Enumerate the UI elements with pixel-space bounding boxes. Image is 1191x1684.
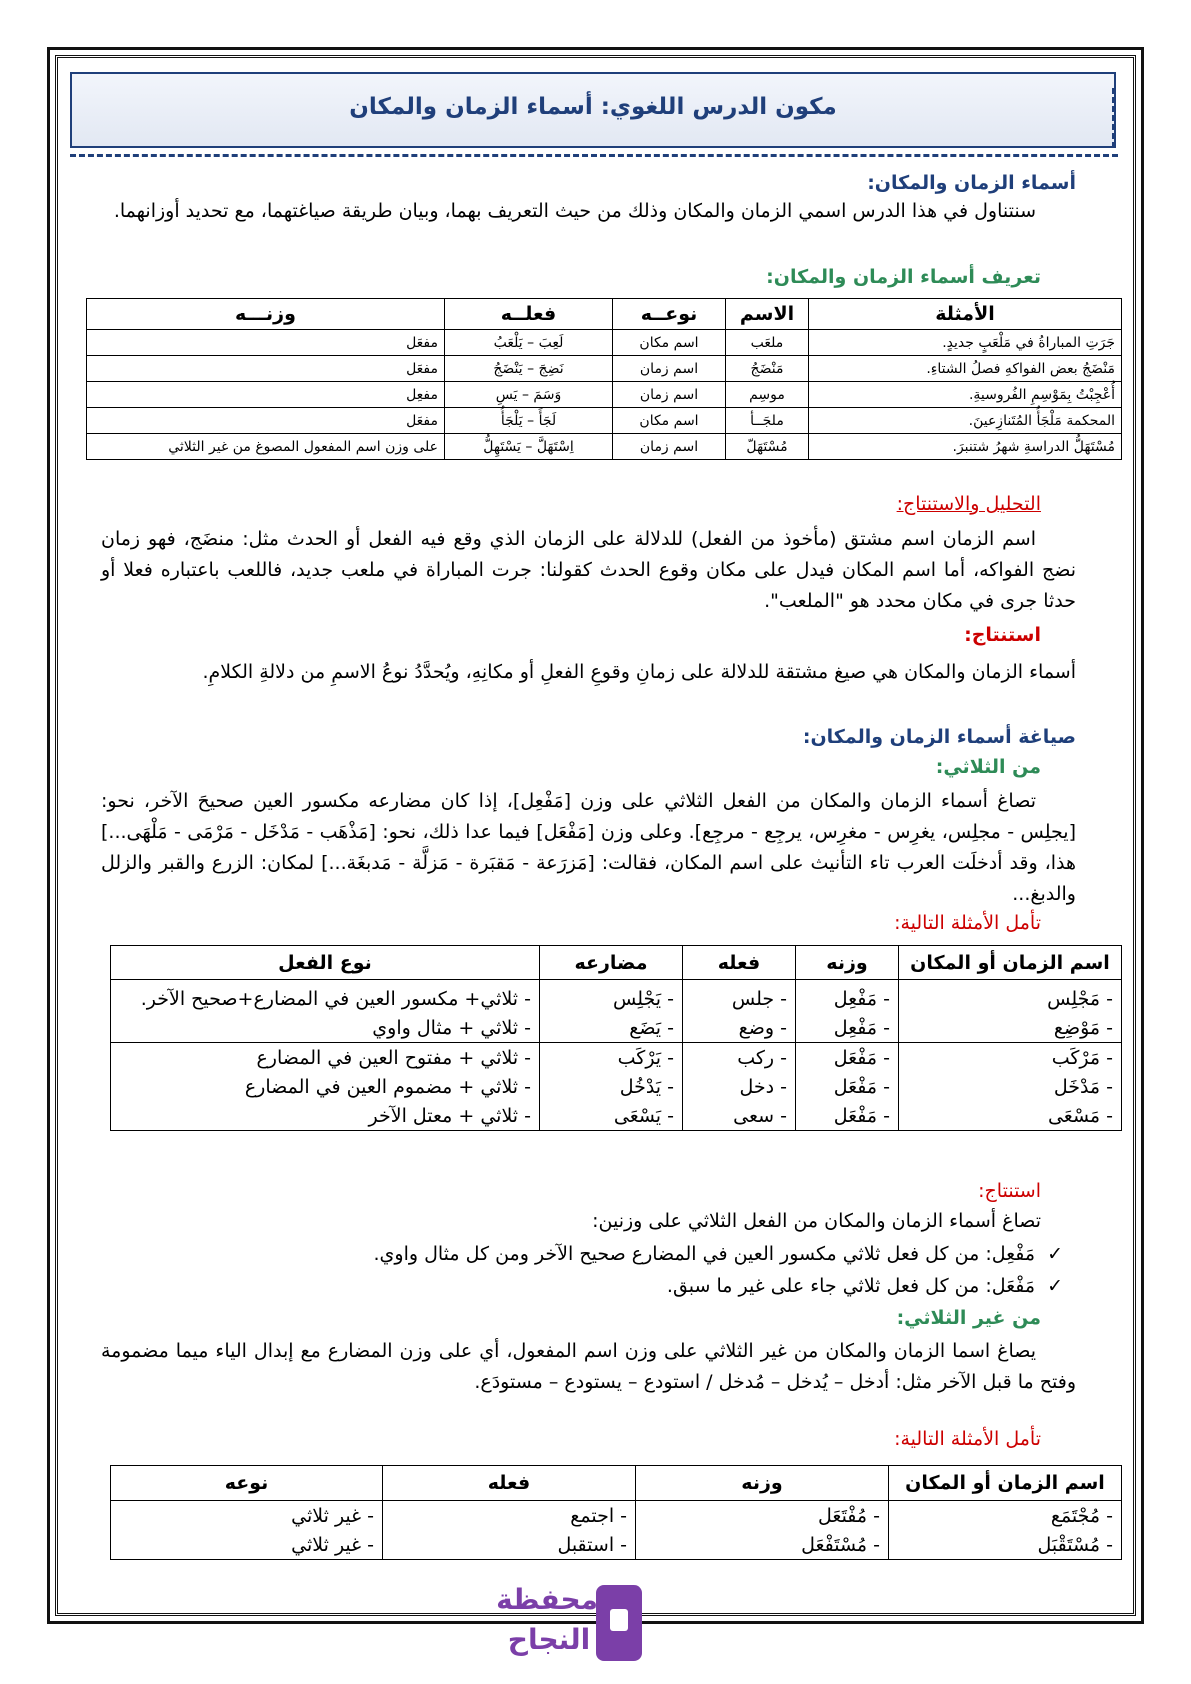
cell-noun: موسِم — [726, 382, 809, 408]
cell-kind: - غير ثلاثي — [111, 1530, 383, 1560]
cell-example: جَرَتِ المباراةُ في مَلْعَبٍ جديدٍ. — [809, 330, 1122, 356]
cell-verb: نَضِجَ – يَنْضَجُ — [445, 356, 613, 382]
cell-pattern: - مَفْعَل — [796, 1072, 899, 1101]
table-row — [111, 1072, 1122, 1101]
cell-type: اسم زمان — [613, 356, 726, 382]
cell-noun: - مُجْتَمَع — [889, 1501, 1122, 1531]
check-icon: ✓ — [1047, 1275, 1063, 1297]
cell-verb: - جلس — [683, 980, 796, 1014]
site-logo — [496, 1583, 700, 1673]
cell-example: مَنْضَجُ بعض الفواكهِ فصلُ الشتاءِ. — [809, 356, 1122, 382]
title-dashed-side — [1112, 88, 1115, 148]
cell-verb-type: - ثلاثي + معتل الآخر — [111, 1101, 540, 1131]
examples-heading-1: تأمل الأمثلة التالية: — [894, 912, 1041, 934]
conclusion2-line: تصاغ أسماء الزمان والمكان من الفعل الثلاثي على وزنين: — [592, 1210, 1041, 1232]
col-kind: نوعه — [111, 1466, 383, 1501]
analysis-heading: التحليل والاستنتاج: — [896, 493, 1041, 515]
cell-verb: لَعِبَ – يَلْعَبُ — [445, 330, 613, 356]
examples-heading-2: تأمل الأمثلة التالية: — [894, 1428, 1041, 1450]
trilateral-heading: من الثلاثي: — [935, 756, 1041, 778]
logo-bag-window — [610, 1609, 628, 1631]
trilateral-table-header — [111, 946, 1122, 980]
col-examples: الأمثلة — [809, 299, 1122, 330]
cell-present: - يَجْلِس — [540, 980, 683, 1014]
cell-verb: اِسْتَهَلَّ – يَسْتَهِلُّ — [445, 434, 613, 460]
table-row — [111, 1530, 1122, 1560]
cell-pattern: مفعَل — [87, 330, 445, 356]
col-pattern: وزنـــه — [87, 299, 445, 330]
col-noun: اسم الزمان أو المكان — [899, 946, 1122, 980]
conclusion2-item-1 — [373, 1243, 1063, 1265]
cell-present: - يَرْكَب — [540, 1043, 683, 1073]
cell-type: اسم مكان — [613, 408, 726, 434]
section-heading-names: أسماء الزمان والمكان: — [867, 172, 1076, 194]
cell-type: اسم مكان — [613, 330, 726, 356]
cell-pattern: مفعِل — [87, 382, 445, 408]
definition-table — [86, 298, 1122, 460]
cell-verb: - سعى — [683, 1101, 796, 1131]
cell-verb: - وضع — [683, 1013, 796, 1043]
cell-noun: - مَوْضِع — [899, 1013, 1122, 1043]
non-trilateral-paragraph: يصاغ اسما الزمان والمكان من غير الثلاثي على وزن اسم المفعول، أي على وزن المضارع مع إبدال الياء ميما مضمومة وفتح ما قبل الآخر مثل: أدخل – يُدخل – مُدخل / استودع – يستودع – مستودَع. — [101, 1340, 1076, 1393]
cell-verb-type: - ثلاثي + مفتوح العين في المضارع — [111, 1043, 540, 1073]
page-title: مكون الدرس اللغوي: أسماء الزمان والمكان — [349, 94, 837, 120]
cell-example: مُسْتَهَلُّ الدراسةِ شهرُ شتنبرَ. — [809, 434, 1122, 460]
col-pattern: وزنه — [636, 1466, 889, 1501]
col-noun: اسم الزمان أو المكان — [889, 1466, 1122, 1501]
cell-noun: - مَجْلِس — [899, 980, 1122, 1014]
cell-type: اسم زمان — [613, 382, 726, 408]
cell-verb-type: - ثلاثي + مثال واوي — [111, 1013, 540, 1043]
table-row — [111, 980, 1122, 1014]
cell-verb: لَجَأَ – يَلْجَأُ — [445, 408, 613, 434]
cell-pattern: - مَفْعَل — [796, 1043, 899, 1073]
table-row — [111, 1101, 1122, 1131]
cell-noun: مَنْضَجُ — [726, 356, 809, 382]
cell-pattern: على وزن اسم المفعول المصوغ من غير الثلاثي — [87, 434, 445, 460]
col-type: نوعــه — [613, 299, 726, 330]
cell-verb: وَسَمَ – يَسِ — [445, 382, 613, 408]
table-row — [87, 356, 1122, 382]
cell-present: - يَسْعَى — [540, 1101, 683, 1131]
title-dashed-underline — [70, 154, 1118, 157]
cell-example: المحكمة مَلْجَأُ المُتَنازِعينَ. — [809, 408, 1122, 434]
cell-verb-type: - ثلاثي + مضموم العين في المضارع — [111, 1072, 540, 1101]
definition-heading: تعريف أسماء الزمان والمكان: — [766, 266, 1041, 288]
check-icon: ✓ — [1047, 1243, 1063, 1265]
title-banner — [70, 72, 1116, 148]
cell-verb: - استقبل — [383, 1530, 636, 1560]
trilateral-table — [110, 945, 1122, 1131]
cell-noun: - مُسْتَقْبَل — [889, 1530, 1122, 1560]
col-noun: الاسم — [726, 299, 809, 330]
cell-pattern: مفعَل — [87, 356, 445, 382]
cell-verb-type: - ثلاثي+ مكسور العين في المضارع+صحيح الآخر. — [111, 980, 540, 1014]
cell-pattern: - مَفْعِل — [796, 980, 899, 1014]
cell-pattern: - مَفْعِل — [796, 1013, 899, 1043]
non-trilateral-table-header — [111, 1466, 1122, 1501]
cell-present: - يَضَع — [540, 1013, 683, 1043]
conclusion2-heading: استنتاج: — [978, 1180, 1041, 1202]
cell-verb: - دخل — [683, 1072, 796, 1101]
conclusion-paragraph: أسماء الزمان والمكان هي صيغ مشتقة للدلالة على زمانِ وقوعِ الفعلِ أو مكانِهِ، ويُحدَّدُ نوعُ الاسمِ من دلالةِ الكلامِ. — [202, 661, 1076, 683]
cell-verb: - اجتمع — [383, 1501, 636, 1531]
table-row — [87, 330, 1122, 356]
non-trilateral-table — [110, 1465, 1122, 1560]
table-row — [87, 382, 1122, 408]
cell-noun: - مَرْكَب — [899, 1043, 1122, 1073]
trilateral-paragraph: تصاغ أسماء الزمان والمكان من الفعل الثلاثي على وزن [مَفْعِل]، إذا كان مضارعه مكسور العين صحيحَ الآخر، نحو: [يجلِس - مجلِس، يغرِس - مغرِس، يرجِع - مرجِع]. وعلى وزن [مَفْعَل] فيما عدا ذلك، نحو: [مَذْهَب - مَدْخَل - مَرْمَى - مَلْهَى...] هذا، وقد أدخلَت العرب تاء التأنيث على اسم المكان، فقالت: [مَزرَعة - مَقبَرة - مَزلَّة - مَدبغَة...] لمكان: الزرع والقبر والزلل والدبغ... — [101, 790, 1076, 905]
col-pattern: وزنه — [796, 946, 899, 980]
formation-heading: صياغة أسماء الزمان والمكان: — [802, 726, 1076, 748]
item-text: مَفْعِل: من كل فعل ثلاثي مكسور العين في المضارع صحيح الآخر ومن كل مثال واوي. — [373, 1243, 1036, 1265]
cell-type: اسم زمان — [613, 434, 726, 460]
cell-present: - يَدْخُل — [540, 1072, 683, 1101]
analysis-paragraph: اسم الزمان اسم مشتق (مأخوذ من الفعل) للدلالة على الزمان الذي وقع فيه الفعل أو الحدث مثل: منضَج، فهو زمان نضج الفواكه، أما اسم المكان فيدل على مكان وقوع الحدث كقولنا: جرت المباراة في ملعب جديد، فاللعب باعتباره فعلا أو حدثا جرى في مكان محدد هو "الملعب". — [101, 528, 1076, 612]
cell-noun: ملجَــأ — [726, 408, 809, 434]
col-verb: فعله — [383, 1466, 636, 1501]
table-row — [87, 408, 1122, 434]
conclusion2-item-2 — [667, 1275, 1063, 1297]
non-trilateral-heading: من غير الثلاثي: — [896, 1307, 1041, 1329]
cell-noun: ملعَب — [726, 330, 809, 356]
table-row — [111, 1501, 1122, 1531]
cell-pattern: - مَفْعَل — [796, 1101, 899, 1131]
logo-text-2: النجاح — [507, 1623, 591, 1656]
table-row — [111, 1013, 1122, 1043]
item-text: مَفْعَل: من كل فعل ثلاثي جاء على غير ما سبق. — [666, 1275, 1036, 1297]
cell-noun: - مَسْعَى — [899, 1101, 1122, 1131]
cell-noun: مُسْتَهَلّ — [726, 434, 809, 460]
col-verb: فعلــه — [445, 299, 613, 330]
cell-verb: - ركب — [683, 1043, 796, 1073]
logo-text-1: محفظة — [496, 1583, 598, 1616]
logo-bag-clasp — [614, 1631, 624, 1645]
conclusion-heading: استنتاج: — [964, 624, 1041, 646]
cell-pattern: - مُسْتَفْعَل — [636, 1530, 889, 1560]
intro-paragraph: سنتناول في هذا الدرس اسمي الزمان والمكان وذلك من حيث التعريف بهما، وبيان طريقة صياغتهما، مع تحديد أوزانهما. — [113, 200, 1036, 222]
table-row — [111, 1043, 1122, 1073]
cell-example: أُعْجِبْتُ بِمَوْسِمِ الفُروسيةِ. — [809, 382, 1122, 408]
definition-table-header — [87, 299, 1122, 330]
cell-pattern: مفعَل — [87, 408, 445, 434]
cell-noun: - مَدْخَل — [899, 1072, 1122, 1101]
table-row — [87, 434, 1122, 460]
col-present: مضارعه — [540, 946, 683, 980]
cell-pattern: - مُفْتَعَل — [636, 1501, 889, 1531]
col-verb-type: نوع الفعل — [111, 946, 540, 980]
col-verb: فعله — [683, 946, 796, 980]
cell-kind: - غير ثلاثي — [111, 1501, 383, 1531]
